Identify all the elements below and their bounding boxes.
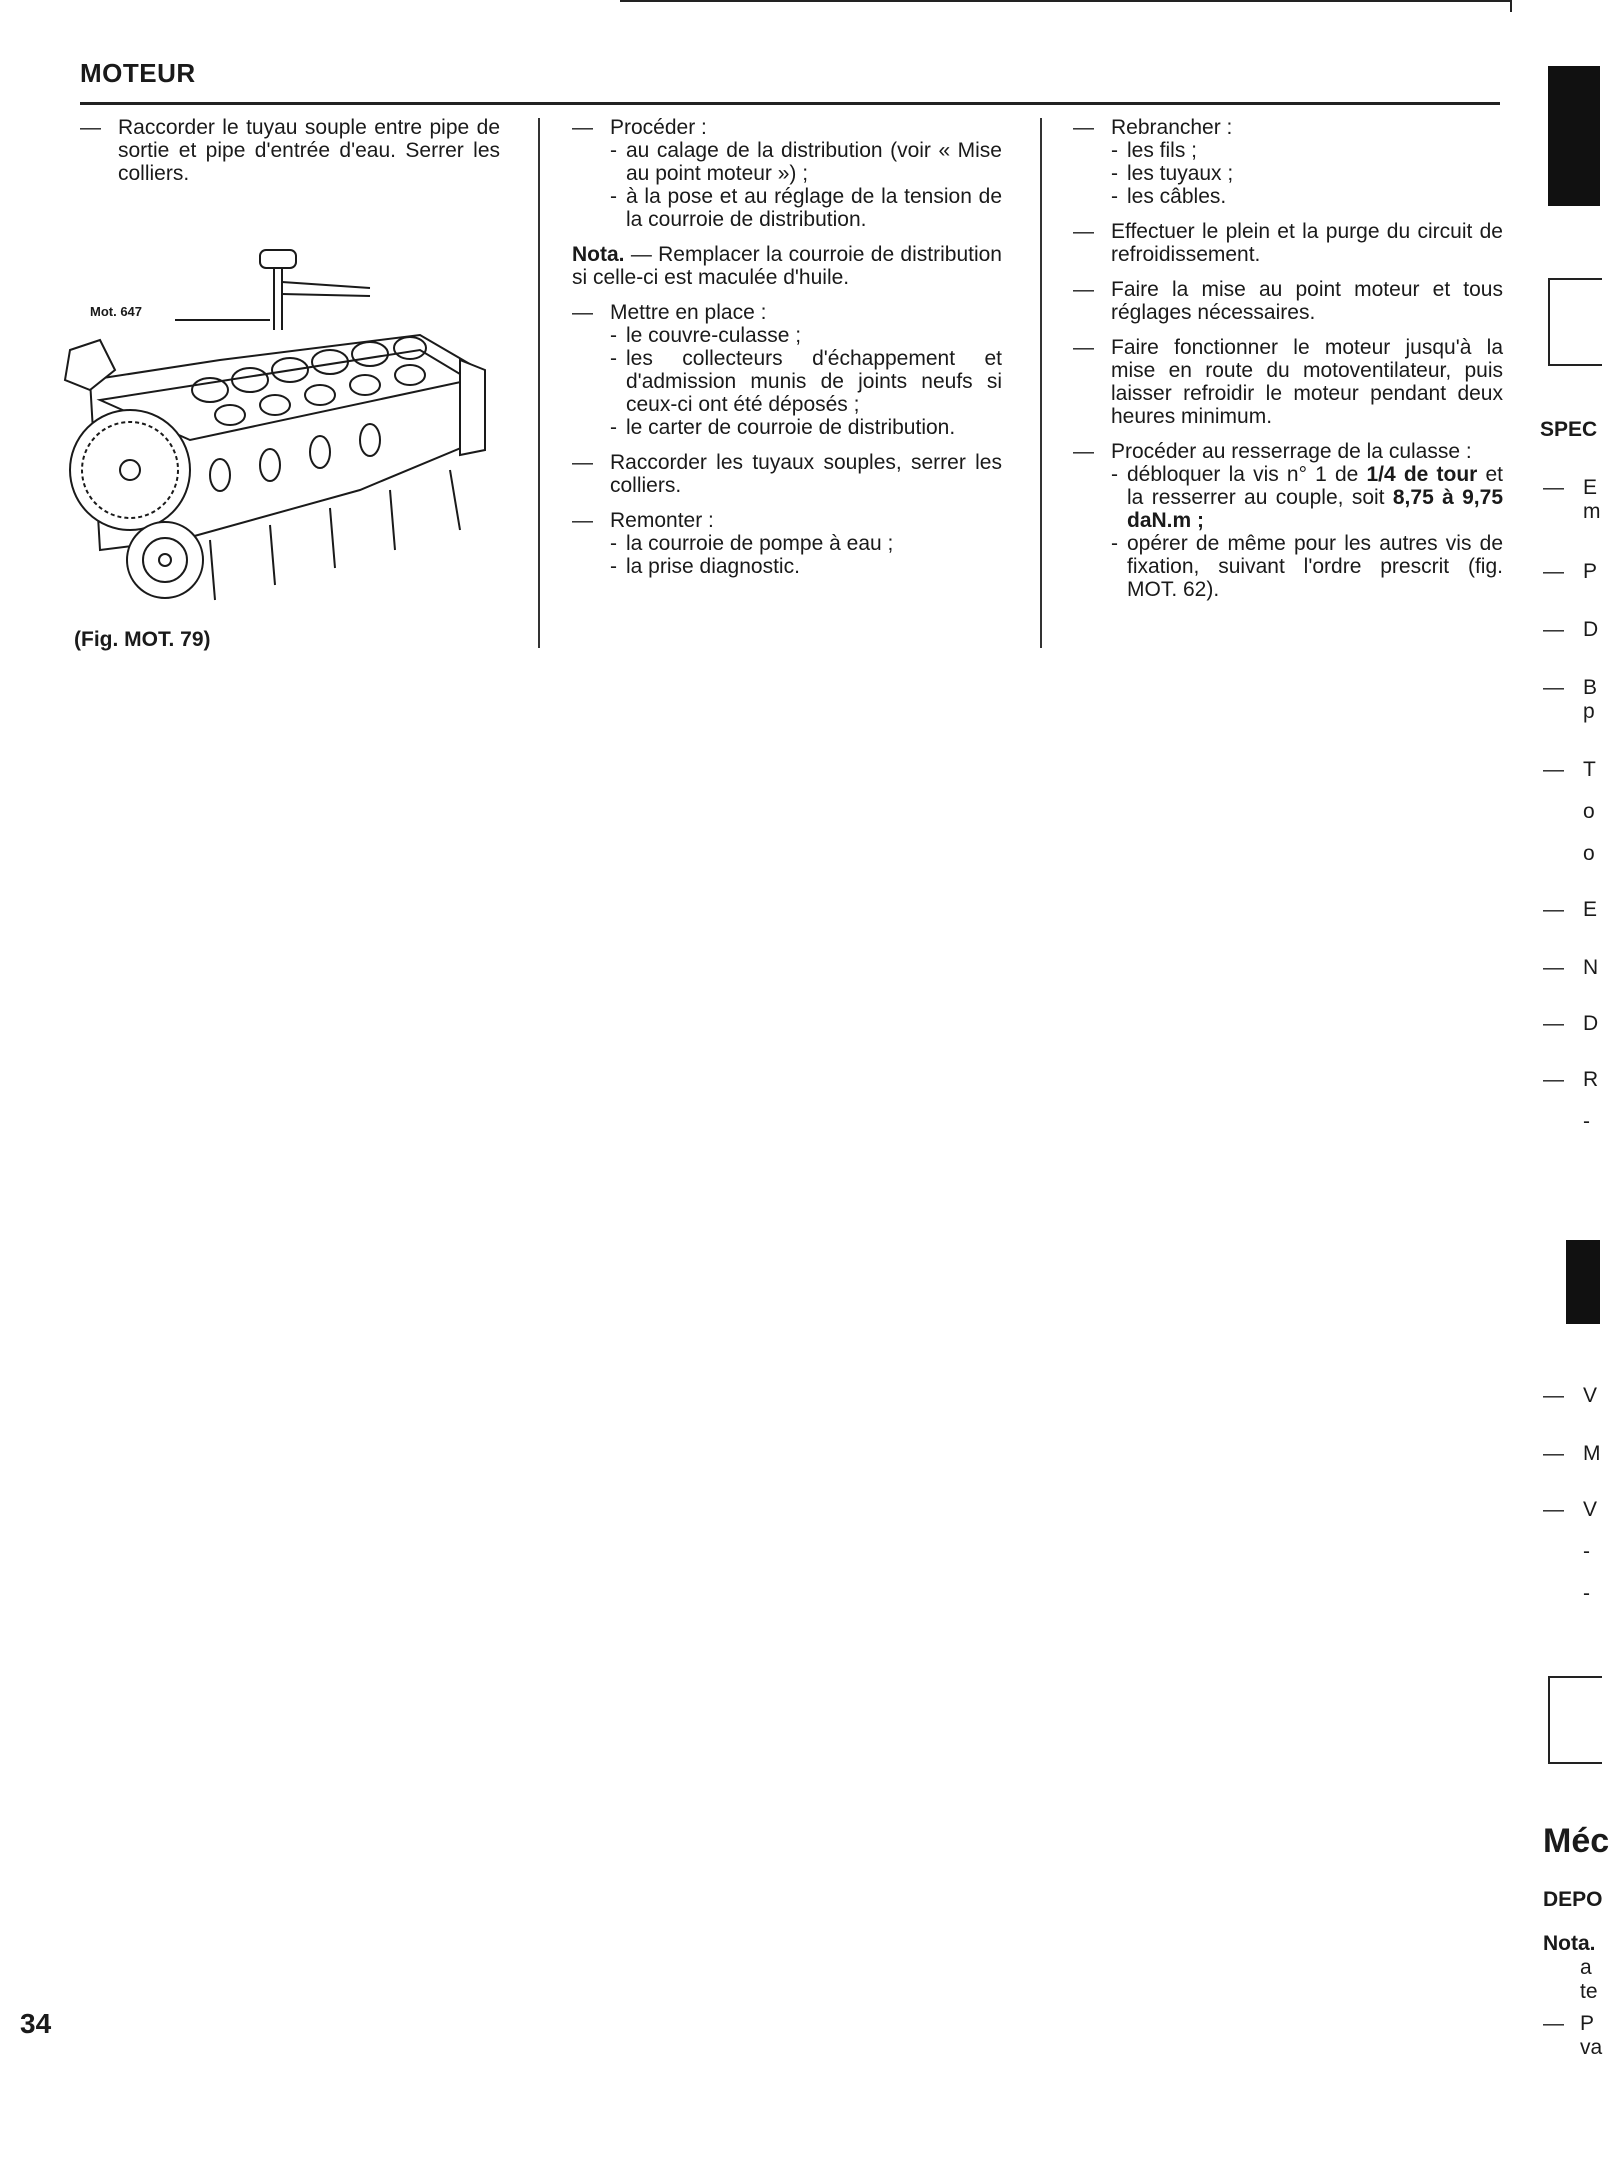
sub-item-text: la prise diagnostic.	[626, 555, 800, 578]
top-rule	[620, 0, 1510, 2]
sub-item	[1111, 463, 1503, 532]
tool-knob	[260, 250, 296, 268]
instruction-remonter	[572, 509, 1002, 578]
next-page-dash: —	[1543, 476, 1564, 499]
next-page-dash: —	[1543, 560, 1564, 583]
next-page-fragment: P	[1580, 2012, 1595, 2035]
instruction-text: Raccorder les tuyaux souples, serrer les colliers.	[610, 451, 1002, 497]
dash: —	[572, 509, 593, 532]
sub-item-text: et la resserrer au couple, soit	[1127, 463, 1503, 509]
next-page-fragment: o	[1583, 842, 1595, 865]
next-page-fragment: V	[1583, 1384, 1598, 1407]
instruction-proceder	[572, 116, 1002, 231]
dash: —	[80, 116, 101, 139]
sub-item	[610, 139, 1002, 185]
sub-item-text: débloquer la vis n° 1 de	[1127, 463, 1367, 486]
instruction-text: Faire fonctionner le moteur jusqu'à la mise en route du motoventilateur, puis laisser refroidir le moteur pendant deux heures minimum.	[1111, 336, 1503, 428]
instruction-heading: Rebrancher :	[1111, 116, 1233, 139]
sub-item-text: la courroie de pompe à eau ;	[626, 532, 894, 555]
next-page-black-tab	[1548, 66, 1600, 206]
dash: —	[1073, 116, 1094, 139]
next-page-dash: —	[1543, 1384, 1564, 1407]
sub-item	[610, 416, 1002, 439]
sub-item	[1111, 185, 1503, 208]
section-title: MOTEUR	[80, 58, 196, 88]
next-page-fragment: a	[1580, 1956, 1592, 1979]
sub-item-text: le carter de courroie de distribution.	[626, 416, 956, 439]
column-1	[80, 116, 500, 197]
instruction-rebrancher	[1073, 116, 1503, 208]
instruction-raccorder-tuyaux	[572, 451, 1002, 497]
next-page-dash: —	[1543, 1012, 1564, 1035]
sub-item	[610, 347, 1002, 416]
instruction-effectuer-plein	[1073, 220, 1503, 266]
next-page-heading-fragment: Méc	[1543, 1822, 1609, 1860]
next-page-fragment: m	[1583, 500, 1601, 523]
instruction-heading: Procéder au resserrage de la culasse :	[1111, 440, 1472, 463]
nota	[572, 243, 1002, 289]
dash: —	[572, 116, 593, 139]
instruction-raccorder-tuyau	[80, 116, 500, 185]
dash: —	[1073, 440, 1094, 463]
sub-item-text: les câbles.	[1127, 185, 1227, 208]
next-page-dash: —	[1543, 618, 1564, 641]
sub-item	[610, 532, 1002, 555]
bullet: -	[610, 416, 617, 439]
sub-item	[610, 324, 1002, 347]
next-page-fragment: T	[1583, 758, 1596, 781]
instruction-heading: Procéder :	[610, 116, 707, 139]
sub-item-text: à la pose et au réglage de la tension de la courroie de distribution.	[626, 185, 1002, 231]
sub-item-text: opérer de même pour les autres vis de fixation, suivant l'ordre prescrit (fig. MOT. 62).	[1127, 532, 1503, 601]
sub-item-text: les fils ;	[1127, 139, 1198, 162]
dash: —	[1073, 278, 1094, 301]
instruction-faire-fonctionner	[1073, 336, 1503, 428]
emphasis-torque: 8,75 à 9,75 daN.m ;	[1127, 486, 1503, 532]
sub-item-text: les collecteurs d'échappement et d'admission munis de joints neufs si ceux-ci ont été déposés ;	[626, 347, 1002, 416]
timing-pulley	[70, 410, 190, 530]
sub-item	[610, 555, 1002, 578]
next-page-fragment: E	[1583, 476, 1598, 499]
top-corner-tick	[1510, 0, 1512, 12]
instruction-heading: Remonter :	[610, 509, 714, 532]
instruction-heading: Mettre en place :	[610, 301, 767, 324]
nota-label: Nota.	[572, 243, 625, 266]
dash: —	[572, 301, 593, 324]
next-page-fragment: M	[1583, 1442, 1601, 1465]
bullet: -	[1111, 463, 1118, 486]
bullet: -	[610, 139, 617, 162]
next-page-fragment: B	[1583, 676, 1598, 699]
dash: —	[572, 451, 593, 474]
instruction-text: Effectuer le plein et la purge du circuit de refroidissement.	[1111, 220, 1503, 266]
next-page-bullet: -	[1583, 1582, 1590, 1605]
dash: —	[1073, 336, 1094, 359]
instruction-mettre-en-place	[572, 301, 1002, 439]
column-3	[1073, 116, 1503, 613]
next-page-fragment: te	[1580, 1980, 1598, 2003]
next-page-dash: —	[1543, 1442, 1564, 1465]
engine-cylinder-head-illustration	[60, 240, 490, 630]
next-page-fragment: V	[1583, 1498, 1598, 1521]
next-page-dash: —	[1543, 758, 1564, 781]
next-page-fragment: N	[1583, 956, 1599, 979]
sub-item	[1111, 139, 1503, 162]
nota-text: — Remplacer la courroie de distribution si celle-ci est maculée d'huile.	[572, 243, 1002, 289]
bullet: -	[1111, 162, 1118, 185]
next-page-box	[1548, 1676, 1602, 1764]
instruction-text: Faire la mise au point moteur et tous réglages nécessaires.	[1111, 278, 1503, 324]
next-page-bullet: -	[1583, 1110, 1590, 1133]
bullet: -	[610, 324, 617, 347]
bullet: -	[1111, 532, 1118, 555]
tool-label: Mot. 647	[90, 304, 143, 319]
next-page-fragment: E	[1583, 898, 1598, 921]
next-page-dash: —	[1543, 898, 1564, 921]
next-page-dash: —	[1543, 1068, 1564, 1091]
sub-item	[1111, 532, 1503, 601]
figure-caption: (Fig. MOT. 79)	[74, 628, 211, 651]
sub-item-text: au calage de la distribution (voir « Mise au point moteur ») ;	[626, 139, 1002, 185]
next-page-dash: —	[1543, 676, 1564, 699]
next-page-fragment: D	[1583, 1012, 1599, 1035]
next-page-dash: —	[1543, 1498, 1564, 1521]
next-page-fragment: SPEC	[1540, 418, 1598, 441]
sub-item	[610, 185, 1002, 231]
next-page-dash: —	[1543, 956, 1564, 979]
bullet: -	[1111, 185, 1118, 208]
next-page-fragment: R	[1583, 1068, 1599, 1091]
next-page-fragment: P	[1583, 560, 1598, 583]
next-page-fragment: DEPO	[1543, 1888, 1603, 1911]
instruction-text: Raccorder le tuyau souple entre pipe de sortie et pipe d'entrée d'eau. Serrer les colliers.	[118, 116, 500, 185]
emphasis-angle: 1/4 de tour	[1366, 463, 1478, 486]
instruction-resserrage-culasse	[1073, 440, 1503, 601]
sub-item	[1111, 162, 1503, 185]
dash: —	[1073, 220, 1094, 243]
bullet: -	[610, 347, 617, 370]
next-page-fragment: o	[1583, 800, 1595, 823]
next-page-fragment: p	[1583, 700, 1595, 723]
next-page-dash: —	[1543, 2012, 1564, 2035]
column-2	[572, 116, 1002, 590]
sub-item-text: le couvre-culasse ;	[626, 324, 802, 347]
next-page-fragment: Nota.	[1543, 1932, 1596, 1955]
bullet: -	[1111, 139, 1118, 162]
sub-item-text: les tuyaux ;	[1127, 162, 1234, 185]
column-divider-1	[538, 118, 540, 648]
bullet: -	[610, 185, 617, 208]
bullet: -	[610, 555, 617, 578]
page-number: 34	[20, 2008, 52, 2039]
instruction-mise-au-point	[1073, 278, 1503, 324]
header-rule	[80, 102, 1500, 105]
next-page-fragment: va	[1580, 2036, 1603, 2059]
next-page-fragment: D	[1583, 618, 1599, 641]
next-page-box	[1548, 278, 1602, 366]
next-page-black-tab	[1566, 1240, 1600, 1324]
column-divider-2	[1040, 118, 1042, 648]
bullet: -	[610, 532, 617, 555]
next-page-bullet: -	[1583, 1540, 1590, 1563]
